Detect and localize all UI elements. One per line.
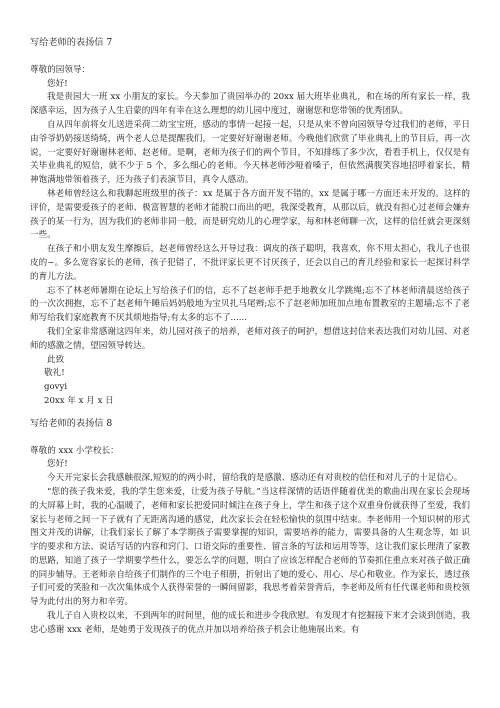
paragraph: 在孩子和小朋友发生摩擦后，赵老师曾经这么开导过我：调皮的孩子聪明，我喜欢，你不用太担心，我儿子也很皮的~。多么宽容家长的老师，孩子犯错了，不批评家长更不讨厌孩子，还会以自己的育儿经验和家长一起探讨科学的育儿方法。	[30, 244, 470, 282]
paragraph: 我是贵园大一班 xx 小朋友的家长。今天参加了贵园举办的 20xx 届大班毕业典礼，和在场的所有家长一样，我深感幸运，因为孩子人生启蒙的四年有幸在这么理想的幼儿园中度过，谢谢您和您带领的优秀团队。	[30, 92, 470, 117]
salutation: 尊敬的 xxx 小学校长：	[30, 445, 119, 456]
paragraph: 忘不了林老师暑期在论坛上写给孩子们的信，忘不了赵老师手把手地教女儿学跳绳;忘不了林老师清晨送给孩子的一次次拥抱，忘不了赵老师午睡后妈妈般地为宝贝扎马尾辫;忘不了赵老师加班加点地布置教室的主题墙;忘不了老师写给我们家庭教育不厌其烦地指导;有太多的忘不了......	[30, 285, 470, 324]
paragraph: 今天开完家长会我感触很深,短短的的两小时，留给我的是感激、感动还有对贵校的信任和对儿子的十足信心。	[47, 473, 463, 484]
paragraph: 我们全家非常感谢这四年来，幼儿园对孩子的培养，老师对孩子的呵护，想借这封信来表达我们对幼儿园、对老师的感激之情，望园领导转达。	[30, 326, 470, 351]
regards-line: 敬礼!	[44, 368, 65, 379]
letter-title: 写给老师的表扬信 8	[30, 417, 113, 429]
date-line: 20xx 年 x 月 x 日	[44, 395, 114, 406]
paragraph: “您的孩子我来爱，我的学生您来爱，让爱为孩子导航。”当这样深情的话语伴随着优美的歌曲出现在家长会现场的大屏幕上时，我的心温暖了，老师和家长把爱同时倾注在孩子身上，学生和孩子这个双重身份就获得了至爱，我们家长与老师之间一下子就有了无距离沟通的感觉，此次家长会在轻松愉快的氛围中结束。李老师用一个知识树的形式图文并茂的讲解，让我们家长了解了本学期孩子需要掌握的知识，需要培养的能力，需要具备的人生观念等，如 识字的要求和方法、说话写话的内容和窍门、口语交际的重要性、留言条的写法和运用等等，这让我们家长理清了家教的思路，知道了孩子一学期要学些什么，要怎么学的问题，明白了应该怎样配合老师的节奏抓住重点来对孩子做正确的同步辅导。王老师亲自给孩子们制作的三个电子相册，折射出了她的爱心、用心、尽心和敬业。作为家长，透过孩子们可爱的笑脸和一次次集体成个人获得荣誉的一瞬间留影，我思考着荣誉背后，李老师及所有任代课老师和贵校领导为此付出的努力和辛劳。	[30, 486, 470, 608]
greeting: 您好!	[47, 459, 68, 470]
letter-title: 写给老师的表扬信 7	[30, 37, 113, 48]
signature: govyi	[44, 382, 68, 393]
greeting: 您好!	[47, 78, 68, 89]
paragraph: 自从四年前将女儿送进采荷二幼宝宝班，感动的事情一起接一起，只是从来不曾向园领导夸过我们的老师，平日由爷爷奶奶接送绮绮，两个老人总是提醒我们，一定要好好谢谢老师。今晚他们欣赏了毕业典礼上的节目后，再一次说，一定要好好谢谢林老师、赵老师。是啊，老师为孩子们的两个节目，不知排练了多少次，看看手机上，仅仅是有关毕业典礼的短信，就不少于 5 个，多么细心的老师。今天林老师沙哑着嗓子，但依然满腹笑容地招呼着家长，精神饱满地带领着孩子，还为孩子们表演节目，真令人感动。	[30, 119, 470, 186]
paragraph: 我儿子自入贵校以来，不到两年的时间里，他的成长和进步令我欣慰。有发现才有挖掘接下来才会谈到创造，我忠心感谢 xxx 老师，是她勇于发现孩子的优点并加以培养给孩子机会让他施展出来。有	[30, 611, 470, 635]
salutation: 尊敬的园领导：	[30, 64, 91, 75]
closing-line: 此致	[47, 354, 65, 365]
paragraph: 林老师曾经这么和我聊起班级里的孩子：xx 是属于各方面开发不错的，xx 是属于哪一方面还未开发的。这样的评价，是需要爱孩子的老师、极富智慧的老师才能脱口而出的吧，我深受教育，从那以后，就没有担心过老师会嫌弃孩子的某一行为，因为我们的老师非同一般，而是研究幼儿的心理学家，每和林老师聊一次，这样的信任就会更深刻一些。	[30, 188, 470, 241]
